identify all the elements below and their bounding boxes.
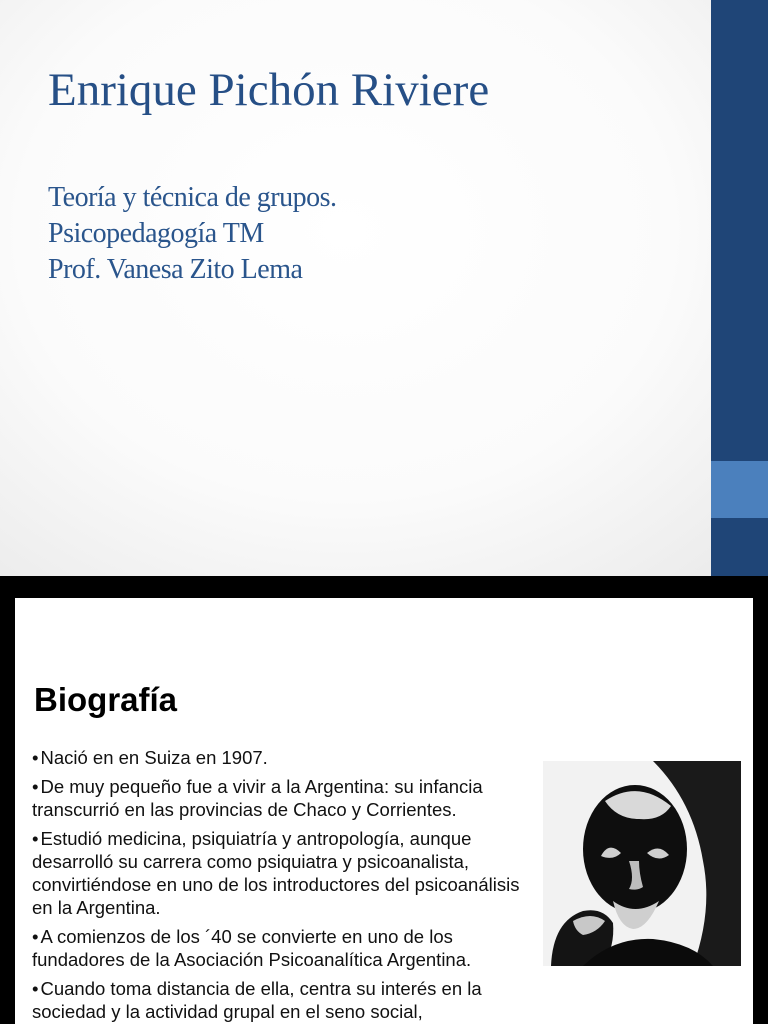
list-item: [32, 746, 542, 769]
biography-panel: [15, 598, 753, 1024]
portrait-illustration: [543, 761, 741, 966]
subtitle-line-professor: Prof. Vanesa Zito Lema: [48, 254, 303, 285]
biography-list: [32, 746, 542, 1024]
slide-accent-block: [711, 461, 768, 518]
bullet-dot: •: [32, 747, 39, 768]
list-item: [32, 827, 542, 919]
subtitle-line-course: Teoría y técnica de grupos.: [48, 182, 337, 213]
bullet-dot: •: [32, 926, 39, 947]
slide-title: Enrique Pichón Riviere: [48, 64, 490, 116]
bullet-text: Nació en en Suiza en 1907.: [40, 747, 268, 768]
list-item: [32, 925, 542, 971]
biography-heading: Biografía: [34, 681, 178, 718]
bullet-dot: •: [32, 828, 39, 849]
subtitle-line-program: Psicopedagogía TM: [48, 218, 264, 249]
bullet-text: A comienzos de los ´40 se convierte en uno de los fundadores de la Asociación Psicoanalítica Argentina.: [32, 926, 472, 970]
biography-slide: [0, 576, 768, 1024]
list-item: [32, 775, 542, 821]
bullet-text: Estudió medicina, psiquiatría y antropología, aunque desarrolló su carrera como psiquiatra y psicoanalista, convirtiéndose en uno de los introductores del psicoanálisis en la Argentina.: [32, 828, 520, 918]
bullet-text: Cuando toma distancia de ella, centra su interés en la sociedad y la actividad grupal en el seno social,: [32, 978, 482, 1022]
bullet-text: De muy pequeño fue a vivir a la Argentina: su infancia transcurrió en las provincias de Chaco y Corrientes.: [32, 776, 483, 820]
slide-subtitle: [48, 180, 337, 288]
bullet-dot: •: [32, 776, 39, 797]
list-item: [32, 977, 542, 1023]
portrait-photo: [543, 761, 741, 966]
bullet-dot: •: [32, 978, 39, 999]
